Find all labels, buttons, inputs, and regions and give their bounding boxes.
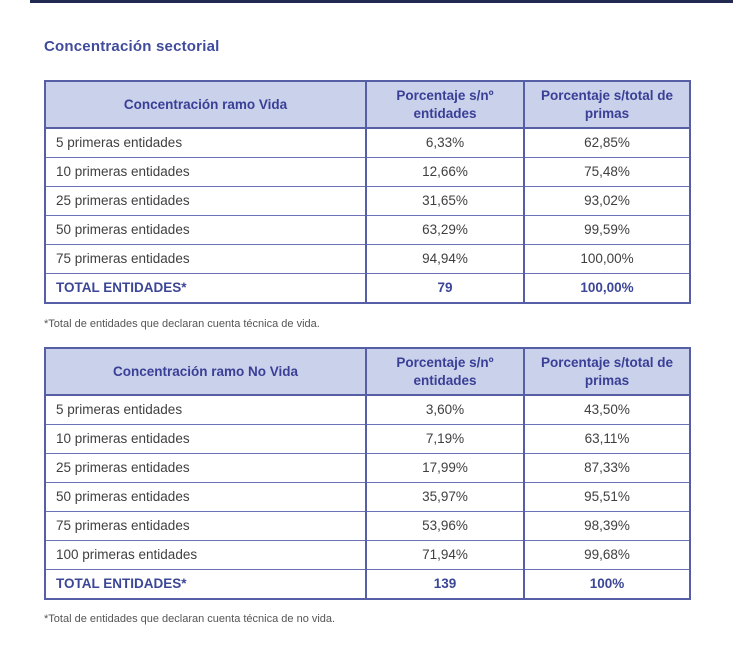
value-cell: 35,97% — [366, 482, 524, 511]
row-label-cell: 75 primeras entidades — [45, 511, 366, 540]
value-cell: 87,33% — [524, 453, 690, 482]
column-header-value: Porcentaje s/total de primas — [524, 81, 690, 128]
column-header-value: Porcentaje s/nº entidades — [366, 81, 524, 128]
value-cell: 93,02% — [524, 186, 690, 215]
value-cell: 95,51% — [524, 482, 690, 511]
value-cell: 6,33% — [366, 128, 524, 157]
value-cell: 99,68% — [524, 540, 690, 569]
row-label-cell: 5 primeras entidades — [45, 395, 366, 424]
value-cell: 62,85% — [524, 128, 690, 157]
column-header-value: Porcentaje s/total de primas — [524, 348, 690, 395]
total-value-cell: 100,00% — [524, 273, 690, 303]
page-content — [44, 0, 689, 625]
value-cell: 63,11% — [524, 424, 690, 453]
total-value-cell: 139 — [366, 569, 524, 599]
value-cell: 53,96% — [366, 511, 524, 540]
row-label-cell: 10 primeras entidades — [45, 157, 366, 186]
row-label-cell: 10 primeras entidades — [45, 424, 366, 453]
row-label-cell: 5 primeras entidades — [45, 128, 366, 157]
column-header-label: Concentración ramo Vida — [45, 81, 366, 128]
table-row — [45, 424, 690, 453]
value-cell: 17,99% — [366, 453, 524, 482]
table-row — [45, 215, 690, 244]
value-cell: 98,39% — [524, 511, 690, 540]
value-cell: 94,94% — [366, 244, 524, 273]
table-row — [45, 157, 690, 186]
total-row — [45, 569, 690, 599]
value-cell: 7,19% — [366, 424, 524, 453]
table-row — [45, 186, 690, 215]
table-body — [45, 128, 690, 303]
footnote-vida: *Total de entidades que declaran cuenta técnica de vida. — [44, 318, 320, 330]
table-row — [45, 244, 690, 273]
table-row — [45, 482, 690, 511]
value-cell: 3,60% — [366, 395, 524, 424]
row-label-cell: 25 primeras entidades — [45, 453, 366, 482]
table-body — [45, 395, 690, 599]
value-cell: 43,50% — [524, 395, 690, 424]
column-header-value: Porcentaje s/nº entidades — [366, 348, 524, 395]
page-title: Concentración sectorial — [44, 38, 220, 55]
row-label-cell: 25 primeras entidades — [45, 186, 366, 215]
value-cell: 99,59% — [524, 215, 690, 244]
value-cell: 12,66% — [366, 157, 524, 186]
table-row — [45, 511, 690, 540]
value-cell: 75,48% — [524, 157, 690, 186]
row-label-cell: 100 primeras entidades — [45, 540, 366, 569]
column-header-label: Concentración ramo No Vida — [45, 348, 366, 395]
total-value-cell: 79 — [366, 273, 524, 303]
row-label-cell: 50 primeras entidades — [45, 215, 366, 244]
table-row — [45, 453, 690, 482]
value-cell: 100,00% — [524, 244, 690, 273]
header-row — [45, 81, 690, 128]
table-concentracion-ramo-vida — [44, 80, 691, 304]
value-cell: 63,29% — [366, 215, 524, 244]
value-cell: 31,65% — [366, 186, 524, 215]
table-header — [45, 81, 690, 128]
row-label-cell: 50 primeras entidades — [45, 482, 366, 511]
table-header — [45, 348, 690, 395]
table-row — [45, 395, 690, 424]
row-label-cell: 75 primeras entidades — [45, 244, 366, 273]
header-row — [45, 348, 690, 395]
footnote-no-vida: *Total de entidades que declaran cuenta técnica de no vida. — [44, 613, 336, 625]
total-row — [45, 273, 690, 303]
table-row — [45, 540, 690, 569]
value-cell: 71,94% — [366, 540, 524, 569]
total-value-cell: 100% — [524, 569, 690, 599]
total-label-cell: TOTAL ENTIDADES* — [45, 273, 366, 303]
table-row — [45, 128, 690, 157]
total-label-cell: TOTAL ENTIDADES* — [45, 569, 366, 599]
table-concentracion-ramo-no-vida — [44, 347, 691, 600]
